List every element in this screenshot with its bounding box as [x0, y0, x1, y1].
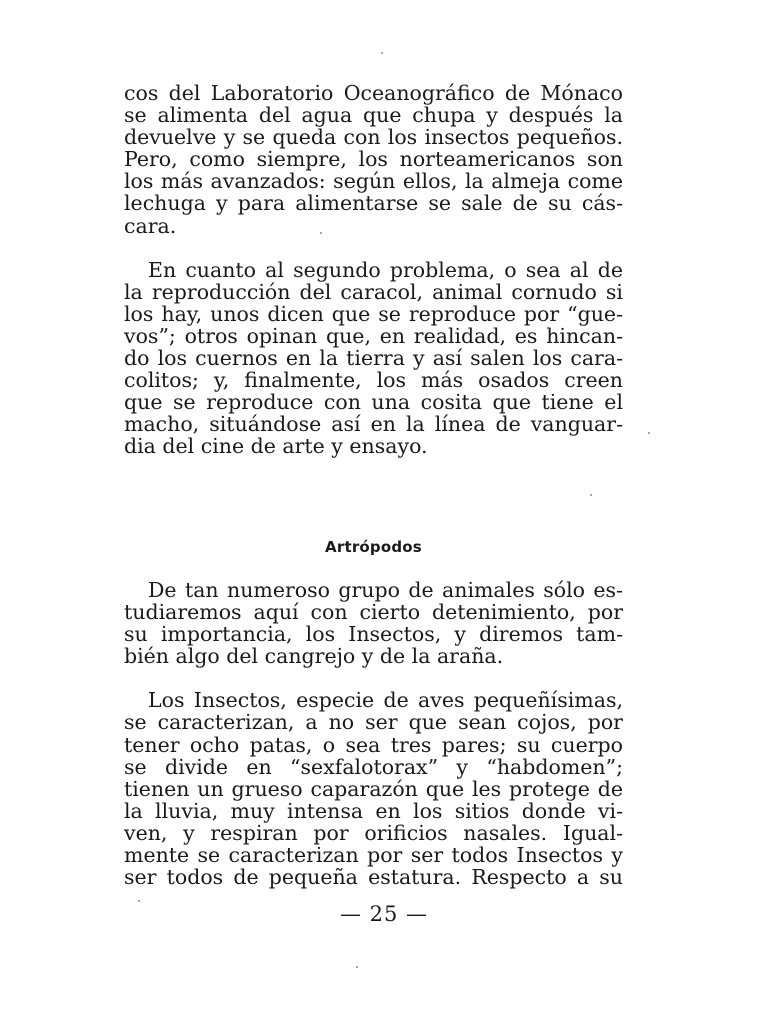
text-line: se divide en “sexfalotorax” y “habdomen”;: [124, 754, 623, 779]
text-line: tienen un grueso caparazón que les protege de: [124, 776, 623, 801]
text-line: bién algo del cangrejo y de la araña.: [124, 644, 504, 669]
paragraph-2: [124, 259, 623, 458]
text-line: se caracterizan, a no ser que sean cojos, por: [124, 710, 623, 735]
section-heading: Artrópodos: [325, 538, 422, 556]
text-line: macho, situándose así en la línea de vanguar-: [124, 412, 623, 437]
text-line: vos”; otros opinan que, en realidad, es hincan-: [124, 323, 623, 348]
text-line: los más avanzados: según ellos, la almeja come: [124, 169, 623, 194]
text-line: De tan numeroso grupo de animales sólo es-: [148, 578, 623, 602]
text-line: devuelve y se queda con los insectos pequeños.: [124, 125, 623, 150]
page-number: — 25 —: [339, 902, 429, 926]
text-line: cara.: [124, 213, 177, 238]
book-page: [124, 81, 623, 890]
text-line: dia del cine de arte y ensayo.: [124, 434, 428, 459]
paragraph-4: [124, 689, 623, 888]
text-line: mente se caracterizan por ser todos Insectos y: [124, 843, 623, 868]
text-line: tener ocho patas, o sea tres pares; su cuerpo: [124, 732, 623, 757]
text-line: cos del Laboratorio Oceanográfico de Mónaco: [124, 81, 623, 105]
scan-speck: [590, 494, 592, 496]
scan-speck: [648, 432, 650, 434]
top-section: [124, 82, 623, 458]
text-line: se alimenta del agua que chupa y después la: [124, 103, 623, 128]
bottom-section: [124, 579, 623, 888]
text-line: do los cuernos en la tierra y así salen los cara-: [124, 346, 623, 371]
paragraph-3: [124, 579, 623, 667]
scan-speck: [381, 52, 383, 54]
text-line: lechuga y para alimentarse se sale de su cás-: [124, 191, 623, 216]
scan-speck: [138, 900, 140, 902]
text-line: la reproducción del caracol, animal cornudo si: [124, 279, 623, 304]
text-line: los hay, unos dicen que se reproduce por “gue-: [124, 301, 623, 326]
text-line: En cuanto al segundo problema, o sea al de: [148, 257, 623, 282]
text-line: Los Insectos, especie de aves pequeñísimas,: [148, 688, 623, 713]
text-line: tudiaremos aquí con cierto detenimiento, por: [124, 600, 623, 625]
scan-speck: [356, 966, 358, 968]
scan-speck: [320, 232, 322, 234]
text-line: la lluvia, muy intensa en los sitios donde vi-: [124, 798, 623, 823]
text-line: que se reproduce con una cosita que tiene el: [124, 390, 623, 415]
text-line: Pero, como siempre, los norteamericanos son: [124, 147, 623, 172]
text-line: ven, y respiran por orificios nasales. Igual-: [124, 820, 623, 845]
text-line: ser todos de pequeña estatura. Respecto a su: [124, 865, 623, 890]
text-line: colitos; y, finalmente, los más osados creen: [124, 368, 623, 393]
paragraph-1: [124, 82, 623, 237]
text-line: su importancia, los Insectos, y diremos tam-: [124, 622, 623, 647]
